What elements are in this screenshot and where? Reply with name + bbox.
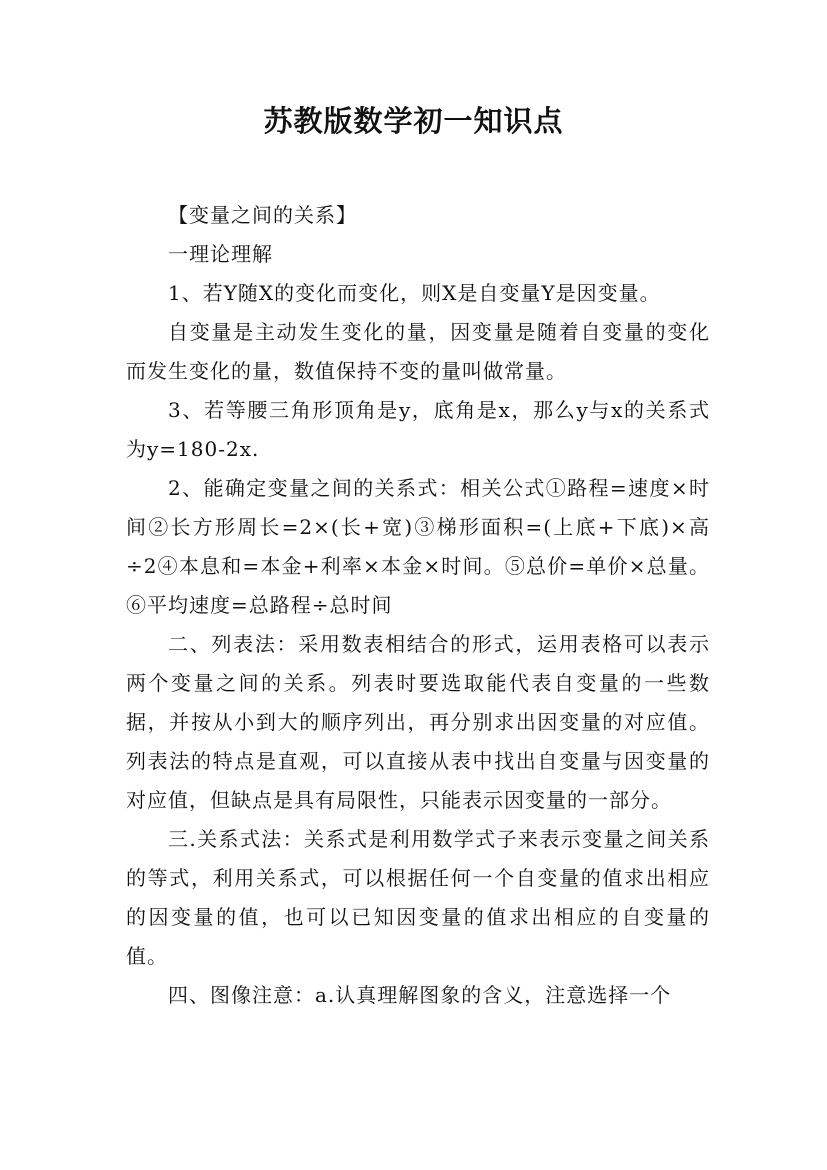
subheading: 一理论理解 [168,242,273,266]
paragraph: 二、列表法：采用数表相结合的形式，运用表格可以表示两个变量之间的关系。列表时要选取能代表自变量的一些数据，并按从小到大的顺序列出，再分别求出因变量的对应值。列表法的特点是直观，可以直接从表中找出自变量与因变量的对应值，但缺点是具有局限性，只能表示因变量的一部分。 [126,632,710,812]
section-heading: 【变量之间的关系】 [168,203,357,227]
paragraph: 自变量是主动发生变化的量，因变量是随着自变量的变化而发生变化的量，数值保持不变的量叫做常量。 [126,320,710,383]
paragraph: 3、若等腰三角形顶角是y，底角是x，那么y与x的关系式为y=180-2x. [126,398,710,461]
paragraph: 2、能确定变量之间的关系式：相关公式①路程=速度×时间②长方形周长=2×(长+宽)③梯形面积=(上底+下底)×高÷2④本息和=本金+利率×本金×时间。⑤总价=单价×总量。⑥平均速度=总路程÷总时间 [126,476,710,617]
document-title: 苏教版数学初一知识点 [263,104,564,138]
document-body [126,196,710,1015]
paragraph: 四、图像注意：a.认真理解图象的含义，注意选择一个 [168,983,672,1007]
paragraph: 三.关系式法：关系式是利用数学式子来表示变量之间关系的等式，利用关系式，可以根据任何一个自变量的值求出相应的因变量的值，也可以已知因变量的值求出相应的自变量的值。 [126,827,710,968]
paragraph: 1、若Y随X的变化而变化，则X是自变量Y是因变量。 [168,281,661,305]
